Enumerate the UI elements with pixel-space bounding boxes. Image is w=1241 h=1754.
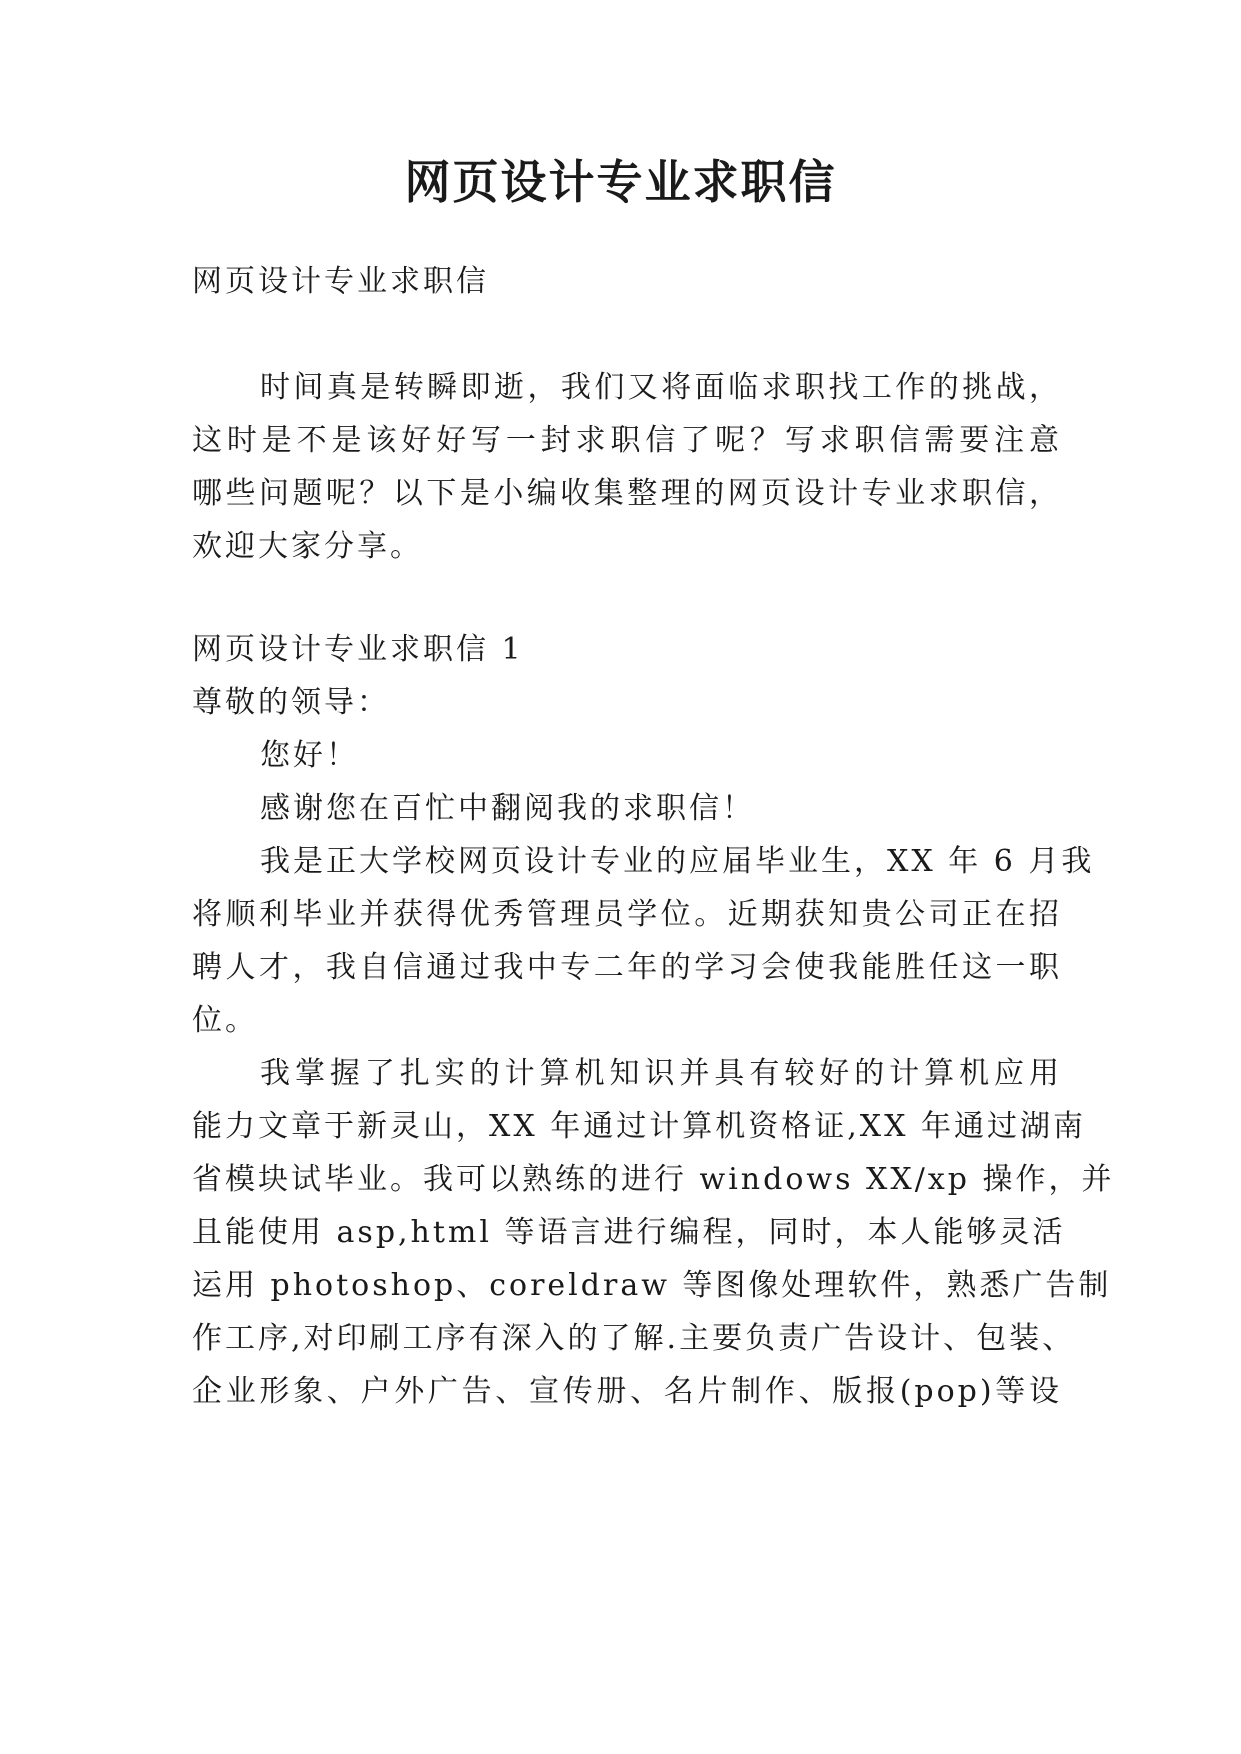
paragraph-line: 将顺利毕业并获得优秀管理员学位。近期获知贵公司正在招 <box>192 897 1062 932</box>
paragraph-line: 我是正大学校网页设计专业的应届毕业生，XX 年 6 月我 <box>260 844 1095 879</box>
paragraph-line: 作工序,对印刷工序有深入的了解.主要负责广告设计、包装、 <box>192 1321 1076 1356</box>
document-title: 网页设计专业求职信 <box>404 155 837 209</box>
subtitle: 网页设计专业求职信 <box>192 264 489 299</box>
paragraph-line: 企业形象、户外广告、宣传册、名片制作、版报(pop)等设 <box>192 1374 1062 1409</box>
greeting: 您好！ <box>260 738 359 773</box>
intro-line: 时间真是转瞬即逝，我们又将面临求职找工作的挑战， <box>260 370 1062 405</box>
paragraph-line: 能力文章于新灵山，XX 年通过计算机资格证,XX 年通过湖南 <box>192 1109 1087 1144</box>
intro-line: 欢迎大家分享。 <box>192 529 423 564</box>
paragraph-line: 位。 <box>192 1003 258 1038</box>
paragraph-line: 省模块试毕业。我可以熟练的进行 windows XX/xp 操作，并 <box>192 1162 1115 1197</box>
intro-line: 这时是不是该好好写一封求职信了呢？写求职信需要注意 <box>192 423 1062 458</box>
paragraph-line: 且能使用 asp,html 等语言进行编程，同时，本人能够灵活 <box>192 1215 1066 1250</box>
section-heading: 网页设计专业求职信 1 <box>192 632 524 667</box>
paragraph-line: 运用 photoshop、coreldraw 等图像处理软件，熟悉广告制 <box>192 1268 1112 1303</box>
thanks-line: 感谢您在百忙中翻阅我的求职信！ <box>260 791 755 826</box>
intro-line: 哪些问题呢？以下是小编收集整理的网页设计专业求职信， <box>192 476 1062 511</box>
paragraph-line: 聘人才，我自信通过我中专二年的学习会使我能胜任这一职 <box>192 950 1062 985</box>
salutation: 尊敬的领导： <box>192 685 390 720</box>
paragraph-line: 我掌握了扎实的计算机知识并具有较好的计算机应用 <box>260 1056 1062 1091</box>
